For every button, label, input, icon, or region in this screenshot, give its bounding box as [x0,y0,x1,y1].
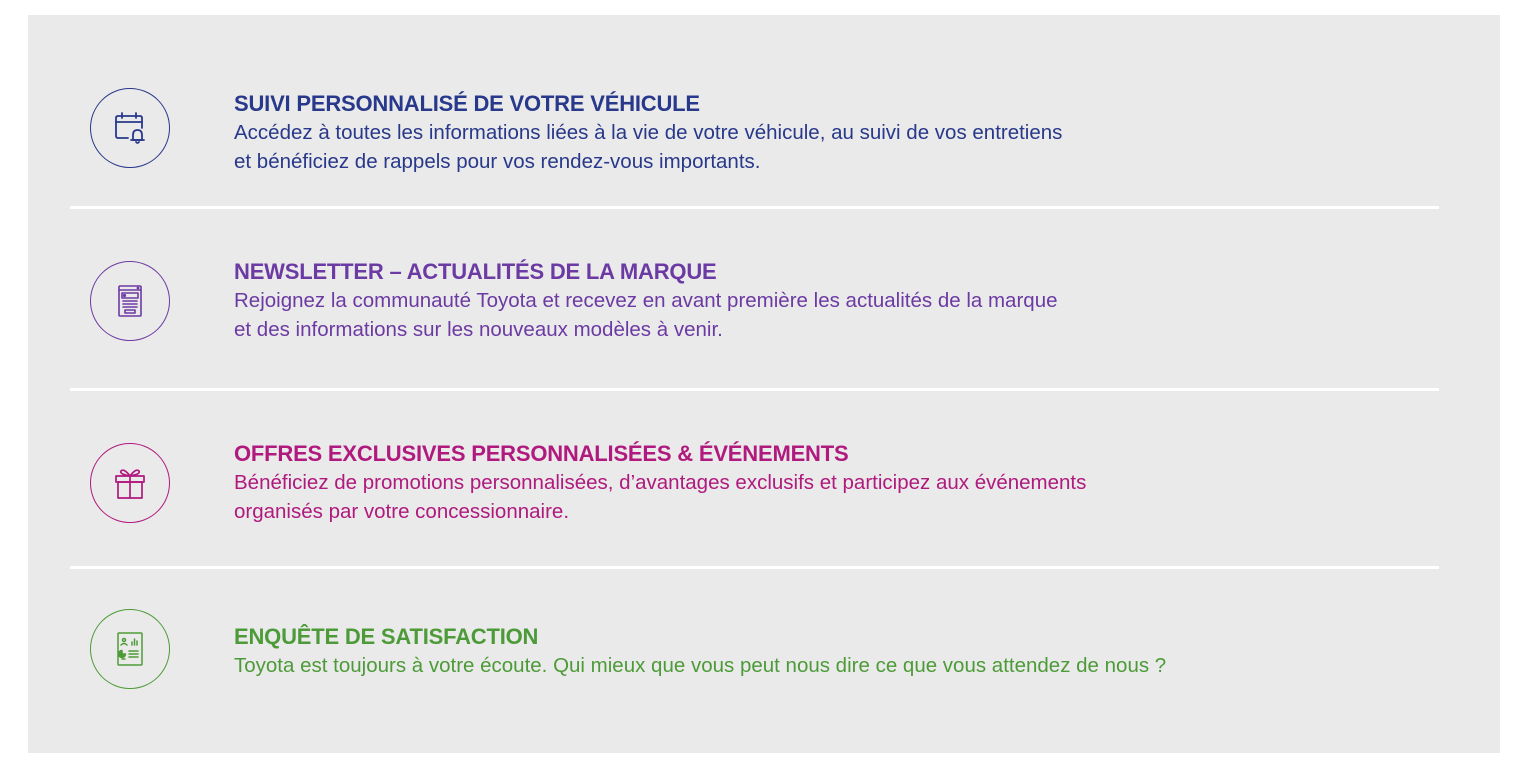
divider [70,206,1439,209]
benefit-title: NEWSLETTER – ACTUALITÉS DE LA MARQUE [234,259,717,284]
benefit-description: Bénéficiez de promotions personnalisées, d’avantages exclusifs et participez aux événements [234,471,1087,494]
benefit-description: organisés par votre concessionnaire. [234,500,570,523]
benefit-description: Accédez à toutes les informations liées à la vie de votre véhicule, au suivi de vos entretiens [234,121,1063,144]
calendar-bell-icon [90,88,170,168]
survey-report-icon [90,609,170,689]
benefit-title: SUIVI PERSONNALISÉ DE VOTRE VÉHICULE [234,91,700,116]
divider [70,388,1439,391]
benefit-description: et bénéficiez de rappels pour vos rendez-vous importants. [234,150,761,173]
benefit-description: et des informations sur les nouveaux modèles à venir. [234,318,723,341]
divider [70,566,1439,569]
newsletter-icon [90,261,170,341]
benefits-panel [28,15,1500,753]
gift-icon [90,443,170,523]
benefit-description: Rejoignez la communauté Toyota et recevez en avant première les actualités de la marque [234,289,1058,312]
benefit-description: Toyota est toujours à votre écoute. Qui mieux que vous peut nous dire ce que vous attendez de nous ? [234,654,1167,677]
benefit-title: OFFRES EXCLUSIVES PERSONNALISÉES & ÉVÉNEMENTS [234,441,849,466]
benefit-title: ENQUÊTE DE SATISFACTION [234,624,539,649]
